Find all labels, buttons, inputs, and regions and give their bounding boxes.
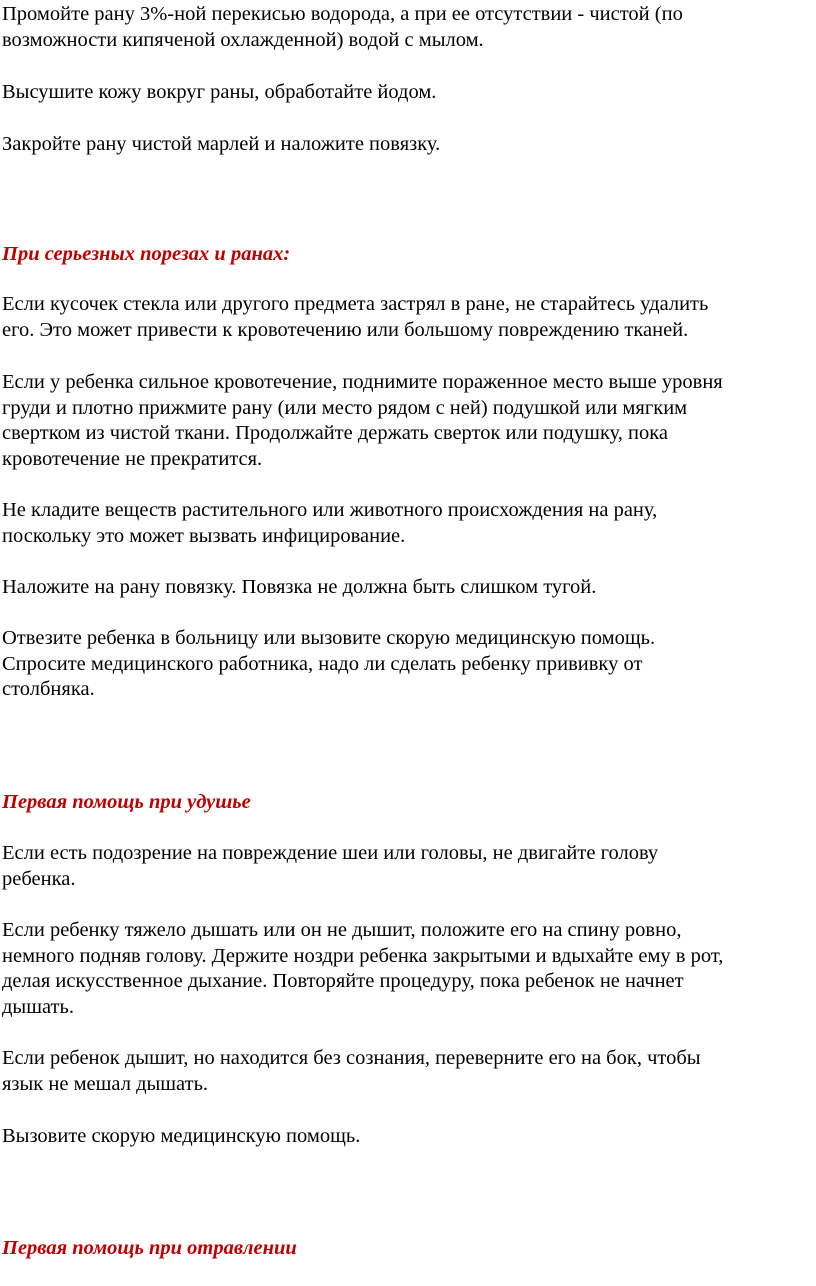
paragraph-wash-wound — [2, 2, 810, 53]
paragraph-rescue-breathing — [2, 918, 810, 1020]
paragraph-no-substances — [2, 498, 810, 549]
text-line: немного подняв голову. Держите ноздри ребенка закрытыми и вдыхайте ему в рот, — [2, 944, 724, 967]
paragraph-neck-injury — [2, 841, 810, 892]
text-line: Отвезите ребенка в больницу или вызовите скорую медицинскую помощь. — [2, 627, 656, 649]
section-heading-serious-cuts — [2, 242, 810, 268]
section-heading-suffocation — [2, 790, 810, 816]
text-line: груди и плотно прижмите рану (или место рядом с ней) подушкой или мягким — [2, 396, 688, 419]
text-line: его. Это может привести к кровотечению или большому повреждению тканей. — [2, 318, 689, 341]
paragraph-hospital — [2, 626, 810, 703]
paragraph-severe-bleeding — [2, 370, 810, 472]
paragraph-cover-wound — [2, 132, 810, 158]
text-line: Если ребенку тяжело дышать или он не дышит, положите его на спину ровно, — [2, 919, 682, 941]
text-line: свертком из чистой ткани. Продолжайте держать сверток или подушку, пока — [2, 422, 669, 444]
text-line: ребенка. — [2, 867, 76, 890]
text-line: возможности кипяченой охлажденной) водой с мылом. — [2, 28, 484, 51]
text-line: Закройте рану чистой марлей и наложите повязку. — [2, 133, 441, 155]
text-line: Не кладите веществ растительного или животного происхождения на рану, — [2, 499, 658, 521]
paragraph-call-ambulance — [2, 1124, 810, 1150]
text-line: Высушите кожу вокруг раны, обработайте йодом. — [2, 81, 437, 103]
text-line: дышать. — [2, 995, 74, 1018]
text-line: Если ребенок дышит, но находится без сознания, переверните его на бок, чтобы — [2, 1047, 701, 1069]
paragraph-dry-skin — [2, 80, 810, 106]
text-line: делая искусственное дыхание. Повторяйте процедуру, пока ребенок не начнет — [2, 970, 684, 992]
text-line: Если у ребенка сильное кровотечение, поднимите пораженное место выше уровня — [2, 371, 723, 393]
section-heading-poisoning — [2, 1236, 810, 1262]
text-line: Спросите медицинского работника, надо ли сделать ребенку прививку от — [2, 652, 643, 675]
heading-text: При серьезных порезах и ранах: — [2, 243, 291, 265]
text-line: поскольку это может вызвать инфицирование. — [2, 524, 406, 547]
paragraph-recovery-position — [2, 1046, 810, 1097]
text-line: Если есть подозрение на повреждение шеи или головы, не двигайте голову — [2, 842, 659, 864]
text-line: Вызовите скорую медицинскую помощь. — [2, 1125, 361, 1147]
text-line: столбняка. — [2, 678, 95, 700]
text-line: Промойте рану 3%-ной перекисью водорода, а при ее отсутствии - чистой (по — [2, 3, 683, 25]
text-line: Наложите на рану повязку. Повязка не должна быть слишком тугой. — [2, 576, 597, 598]
heading-text: Первая помощь при отравлении — [2, 1237, 297, 1259]
paragraph-embedded-object — [2, 292, 810, 343]
text-line: Если кусочек стекла или другого предмета застрял в ране, не старайтесь удалить — [2, 293, 709, 315]
paragraph-apply-bandage — [2, 575, 810, 601]
text-line: язык не мешал дышать. — [2, 1072, 209, 1095]
heading-text: Первая помощь при удушье — [2, 791, 251, 813]
text-line: кровотечение не прекратится. — [2, 447, 263, 470]
